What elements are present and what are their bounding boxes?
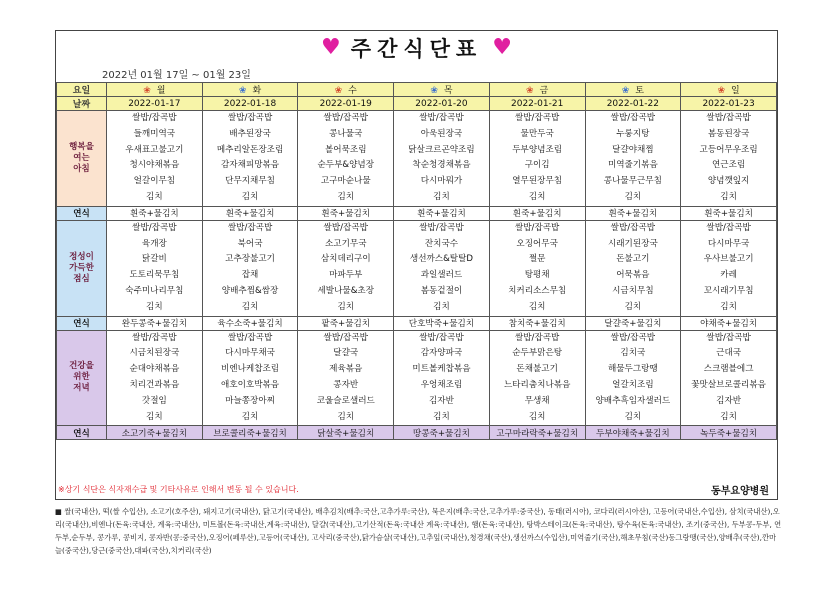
menu-item: 감자채피망볶음 [220, 160, 280, 171]
date-cell: 2022-01-21 [489, 97, 585, 111]
menu-item: 단무지채무침 [225, 176, 275, 187]
day-label: 요일 [57, 83, 107, 97]
menu-cell [298, 330, 394, 426]
menu-item: 쩔문 [528, 254, 546, 265]
menu-item: 고등어무우조림 [699, 144, 758, 155]
menu-item: 쌀밥/잡곡밥 [610, 113, 656, 123]
menu-item: 과일샐러드 [420, 270, 463, 281]
menu-item: 김자반 [429, 395, 454, 406]
menu-item: 돈불고기 [616, 254, 650, 265]
menu-item: 카레 [720, 270, 737, 281]
menu-item: 스크램블에그 [703, 364, 754, 375]
snack-cell: 닭살죽+물김치 [298, 426, 394, 440]
menu-item: 김치 [720, 191, 737, 202]
origin-info: ■ 쌀(국내산), 떡(쌀 수입산), 소고기(호주산), 돼지고기(국내산), 닭고기(국내산), 배추김치(배추:국산,고추가루:국산), 묵은지(배추:국산,고추가루:중국산), 동태(러시아), 코다리(러시아산), 고등어(국내산,수입산), 삼치(국내산),오리(국내산),비엔나(돈육:국내산, 계육:국내산), 미트볼(돈육:국내산,계육:국내산), 달걀(국내산),고기산적(돈육:국내산 계육:국내산), 햄(돈육:국내산), 탕박스테이크(돈육:국내산), 탕수육(돈육:국내산), 조기(중국산), 두부콩-두부, 연두부,순두부, 콩가루, 콩비지, 콩자반(콩:중국산),오징어(페루산),고등어(국내산), 고사리(중국산),닭가슴살(국내산),고추잎(국내산),청경채(국산),생선까스(수입산),미역줄기(국산),해초무침(국산)동그랑땡(국산),양배추(국산),깐마늘(중국산),당근(중국산),대파(국산),치커리(국산) [55, 507, 782, 555]
menu-cell [489, 330, 585, 426]
menu-item: 쌀밥/잡곡밥 [227, 222, 273, 233]
menu-item: 미트볼케찹볶음 [412, 364, 471, 375]
weekly-menu-table [56, 82, 777, 440]
menu-item: 얼갈치조림 [612, 379, 654, 390]
menu-item: 애호이호박볶음 [220, 379, 280, 390]
menu-item: 비엔나케찹조림 [220, 364, 280, 375]
menu-item: 김치국 [620, 348, 646, 359]
menu-cell [202, 220, 298, 316]
menu-item: 쌀밥/잡곡밥 [514, 332, 560, 343]
snack-cell: 소고기죽+물김치 [107, 426, 203, 440]
menu-item: 쌀밥/잡곡밥 [706, 222, 751, 233]
flower-icon: ❀ [238, 86, 247, 96]
heart-icon: ♥ [492, 35, 512, 60]
menu-item: 달걀야채찜 [612, 144, 654, 155]
snack-label: 연식 [57, 206, 107, 220]
meal-label-breakfast: 행복을 여는 아침 [57, 111, 107, 207]
day-header [107, 83, 203, 97]
snack-cell: 육수소죽+물김치 [202, 316, 298, 330]
menu-cell [298, 220, 394, 316]
menu-item: 쌀밥/잡곡밥 [610, 222, 656, 233]
snack-cell: 흰죽+물김치 [394, 206, 490, 220]
day-name: 화 [252, 86, 262, 96]
flower-icon: ❀ [526, 86, 534, 96]
menu-item: 순대야채볶음 [129, 364, 180, 375]
menu-item: 순두부&양념장 [317, 160, 375, 171]
day-header [585, 83, 681, 97]
menu-item: 김치 [528, 191, 546, 202]
menu-cell [107, 111, 203, 207]
menu-item: 세발나물&초장 [317, 285, 375, 296]
menu-item: 쌀밥/잡곡밥 [706, 113, 751, 123]
date-cell: 2022-01-18 [202, 97, 298, 111]
menu-item: 꼬시래기무침 [703, 285, 754, 296]
day-name: 토 [635, 86, 644, 96]
menu-cell [489, 111, 585, 207]
menu-cell [394, 220, 490, 316]
menu-item: 생선까스&탈탈D [409, 254, 474, 265]
menu-item: 우엉채조림 [420, 379, 463, 390]
menu-item: 메추리알돈장조림 [216, 144, 284, 155]
menu-item: 숙주미나리무침 [125, 285, 184, 296]
day-name: 수 [348, 86, 357, 96]
menu-item: 우사브불고기 [703, 254, 754, 265]
day-header [298, 83, 394, 97]
menu-item: 다시마무국 [707, 238, 750, 249]
menu-item: 열무된장무침 [512, 176, 563, 187]
flower-icon: ❀ [430, 86, 438, 96]
date-cell: 2022-01-20 [394, 97, 490, 111]
day-name: 금 [539, 86, 549, 96]
day-name: 일 [731, 86, 740, 96]
menu-item: 콩자반 [333, 379, 359, 390]
menu-item: 착순청경채볶음 [412, 160, 471, 171]
menu-item: 김치 [624, 411, 642, 422]
snack-cell: 흰죽+물김치 [107, 206, 203, 220]
menu-item: 쌀밥/잡곡밥 [323, 222, 368, 233]
menu-item: 치리건과볶음 [129, 379, 180, 390]
date-cell: 2022-01-17 [107, 97, 203, 111]
menu-item: 다시마무채국 [225, 348, 275, 359]
menu-item: 김치 [337, 411, 355, 422]
menu-item: 김치 [624, 301, 642, 312]
flower-icon: ❀ [621, 86, 630, 96]
menu-item: 시래기된장국 [607, 238, 658, 249]
menu-item: 봄동겉절이 [420, 285, 463, 296]
menu-item: 탕평채 [524, 270, 550, 281]
menu-item: 김치 [146, 191, 163, 202]
menu-item: 양념깻잎지 [707, 176, 750, 187]
snack-cell: 브로콜리죽+물김치 [202, 426, 298, 440]
menu-item: 마늘쫑장아찌 [225, 395, 275, 406]
date-label: 날짜 [57, 97, 107, 111]
menu-item: 제육볶음 [329, 364, 363, 375]
menu-item: 쌀밥/잡곡밥 [132, 332, 177, 343]
snack-cell: 흰죽+물김치 [489, 206, 585, 220]
snack-cell: 흰죽+물김치 [298, 206, 394, 220]
menu-cell [394, 330, 490, 426]
flower-icon: ❀ [334, 86, 343, 96]
menu-sheet [55, 30, 778, 500]
menu-item: 다시마뭐가 [420, 176, 463, 187]
menu-item: 쌀밥/잡곡밥 [610, 332, 656, 343]
snack-cell: 흰죽+물김치 [202, 206, 298, 220]
menu-item: 시금치된장국 [129, 348, 180, 359]
menu-cell [585, 330, 681, 426]
menu-item: 갓절임 [141, 395, 167, 406]
menu-item: 북어국 [237, 238, 263, 249]
menu-item: 김치 [720, 411, 737, 422]
menu-item: 물만두국 [520, 128, 554, 139]
day-header [394, 83, 490, 97]
menu-item: 감자양파국 [420, 348, 463, 359]
meal-label-dinner: 건강을 위한 저녁 [57, 330, 107, 426]
menu-item: 어묵볶음 [616, 270, 650, 281]
menu-item: 김치 [337, 301, 355, 312]
snack-cell: 땅콩죽+물김치 [394, 426, 490, 440]
menu-item: 순두부맑은탕 [512, 348, 563, 359]
menu-item: 김치 [337, 191, 355, 202]
menu-item: 쌀밥/잡곡밥 [132, 113, 177, 123]
menu-item: 김치 [624, 191, 642, 202]
menu-item: 쌀밥/잡곡밥 [419, 332, 464, 343]
menu-item: 청시야채볶음 [129, 160, 180, 171]
snack-label: 연식 [57, 316, 107, 330]
menu-item: 우새표고불고기 [125, 144, 184, 155]
hospital-name: 동부요양병원 [711, 486, 769, 497]
menu-item: 양배추찜&쌈장 [221, 285, 279, 296]
menu-item: 고추장불고기 [225, 254, 275, 265]
menu-cell [681, 111, 777, 207]
snack-cell: 완두콩죽+물김치 [107, 316, 203, 330]
menu-item: 고구마순나물 [320, 176, 371, 187]
menu-item: 치커리소스무침 [508, 285, 567, 296]
menu-cell [298, 111, 394, 207]
menu-item: 김치 [241, 411, 259, 422]
menu-item: 김치 [528, 301, 546, 312]
menu-item: 마파두부 [329, 270, 363, 281]
menu-cell [585, 111, 681, 207]
menu-item: 김치 [146, 301, 163, 312]
menu-item: 양배추흑임자샐러드 [595, 395, 671, 406]
menu-cell [489, 220, 585, 316]
menu-item: 쌀밥/잡곡밥 [514, 113, 560, 123]
menu-item: 누룽지탕 [616, 128, 650, 139]
menu-item: 쌀밥/잡곡밥 [132, 222, 177, 233]
menu-item: 꽃맛살브로콜리볶음 [691, 379, 766, 390]
snack-cell: 단호박죽+물김치 [394, 316, 490, 330]
page-title: 주간식단표 [350, 37, 483, 61]
snack-cell: 흰죽+물김치 [681, 206, 777, 220]
menu-cell [585, 220, 681, 316]
snack-cell: 흰죽+물김치 [585, 206, 681, 220]
menu-item: 연근조림 [712, 160, 746, 171]
menu-item: 소고기무국 [325, 238, 367, 249]
menu-item: 쌀밥/잡곡밥 [227, 332, 273, 343]
meal-label-lunch: 정성이 가득한 점심 [57, 220, 107, 316]
menu-cell [202, 330, 298, 426]
menu-cell [107, 220, 203, 316]
menu-item: 닭살크르곤약조림 [408, 144, 475, 155]
menu-item: 잔치국수 [424, 238, 459, 249]
snack-cell: 두부야채죽+물김치 [585, 426, 681, 440]
menu-item: 쌀밥/잡곡밥 [227, 113, 273, 123]
title-row [56, 31, 777, 65]
day-name: 월 [156, 86, 166, 96]
menu-item: 달걀국 [333, 348, 359, 359]
menu-item: 쌀밥/잡곡밥 [706, 332, 751, 343]
menu-cell [107, 330, 203, 426]
flower-icon: ❀ [717, 86, 726, 96]
menu-item: 콩나물국 [329, 128, 363, 139]
menu-item: 김치 [146, 411, 163, 422]
date-cell: 2022-01-19 [298, 97, 394, 111]
menu-item: 김치 [241, 301, 259, 312]
menu-item: 해물두그랑땡 [607, 364, 658, 375]
menu-item: 쌀밥/잡곡밥 [419, 113, 464, 123]
day-header [202, 83, 298, 97]
menu-cell [202, 111, 298, 207]
menu-item: 두부양념조림 [512, 144, 563, 155]
menu-item: 육개장 [141, 238, 167, 249]
menu-item: 김치 [433, 301, 450, 312]
snack-label: 연식 [57, 426, 107, 440]
menu-item: 코울슬로샐러드 [316, 395, 375, 406]
menu-cell [394, 111, 490, 207]
menu-cell [681, 220, 777, 316]
snack-cell: 야채죽+물김치 [681, 316, 777, 330]
menu-item: 쌀밥/잡곡밥 [419, 222, 464, 233]
menu-item: 김자반 [716, 395, 742, 406]
menu-item: 삼치데리구이 [320, 254, 371, 265]
menu-item: 쌀밥/잡곡밥 [514, 222, 560, 233]
menu-item: 얼갈이무침 [133, 176, 176, 187]
menu-item: 김치 [433, 191, 450, 202]
menu-item: 닭갈비 [141, 254, 167, 265]
flower-icon: ❀ [143, 86, 151, 96]
menu-item: 쌀밥/잡곡밥 [323, 113, 368, 123]
day-header [681, 83, 777, 97]
menu-item: 잡채 [241, 270, 259, 281]
menu-item: 배추된장국 [229, 128, 271, 139]
menu-item: 돈채불고기 [516, 364, 558, 375]
menu-item: 시금치무침 [612, 285, 654, 296]
menu-item: 김치 [528, 411, 546, 422]
snack-cell: 달걀죽+물김치 [585, 316, 681, 330]
menu-item: 아욱된장국 [420, 128, 463, 139]
menu-item: 콩나물무근무침 [603, 176, 662, 187]
menu-item: 봄동된장국 [707, 128, 750, 139]
snack-cell: 팥죽+물김치 [298, 316, 394, 330]
menu-item: 볼어묵조림 [325, 144, 367, 155]
menu-item: 김치 [720, 301, 737, 312]
day-header [489, 83, 585, 97]
snack-cell: 고구마라락죽+물김치 [489, 426, 585, 440]
menu-item: 쌀밥/잡곡밥 [323, 332, 368, 343]
menu-item: 미역줄기볶음 [607, 160, 658, 171]
menu-item: 구이김 [524, 160, 550, 171]
menu-item: 들깨미역국 [133, 128, 176, 139]
date-cell: 2022-01-22 [585, 97, 681, 111]
snack-cell: 녹두죽+물김치 [681, 426, 777, 440]
menu-period: 2022년 01월 17일 ~ 01월 23일 [102, 70, 251, 81]
menu-item: 오징어무국 [516, 238, 558, 249]
menu-item: 느타리춤치나볶음 [503, 379, 571, 390]
menu-item: 김치 [433, 411, 450, 422]
menu-item: 김치 [241, 191, 259, 202]
menu-item: 근대국 [716, 348, 742, 359]
menu-cell [681, 330, 777, 426]
menu-item: 도토리묵무침 [129, 270, 180, 281]
date-cell: 2022-01-23 [681, 97, 777, 111]
snack-cell: 참치죽+물김치 [489, 316, 585, 330]
day-name: 목 [443, 86, 453, 96]
heart-icon: ♥ [321, 35, 341, 60]
notice-text: ※상기 식단은 식자재수급 및 기타사유로 인해서 변동 될 수 있습니다. [58, 485, 299, 494]
menu-item: 무생채 [524, 395, 550, 406]
